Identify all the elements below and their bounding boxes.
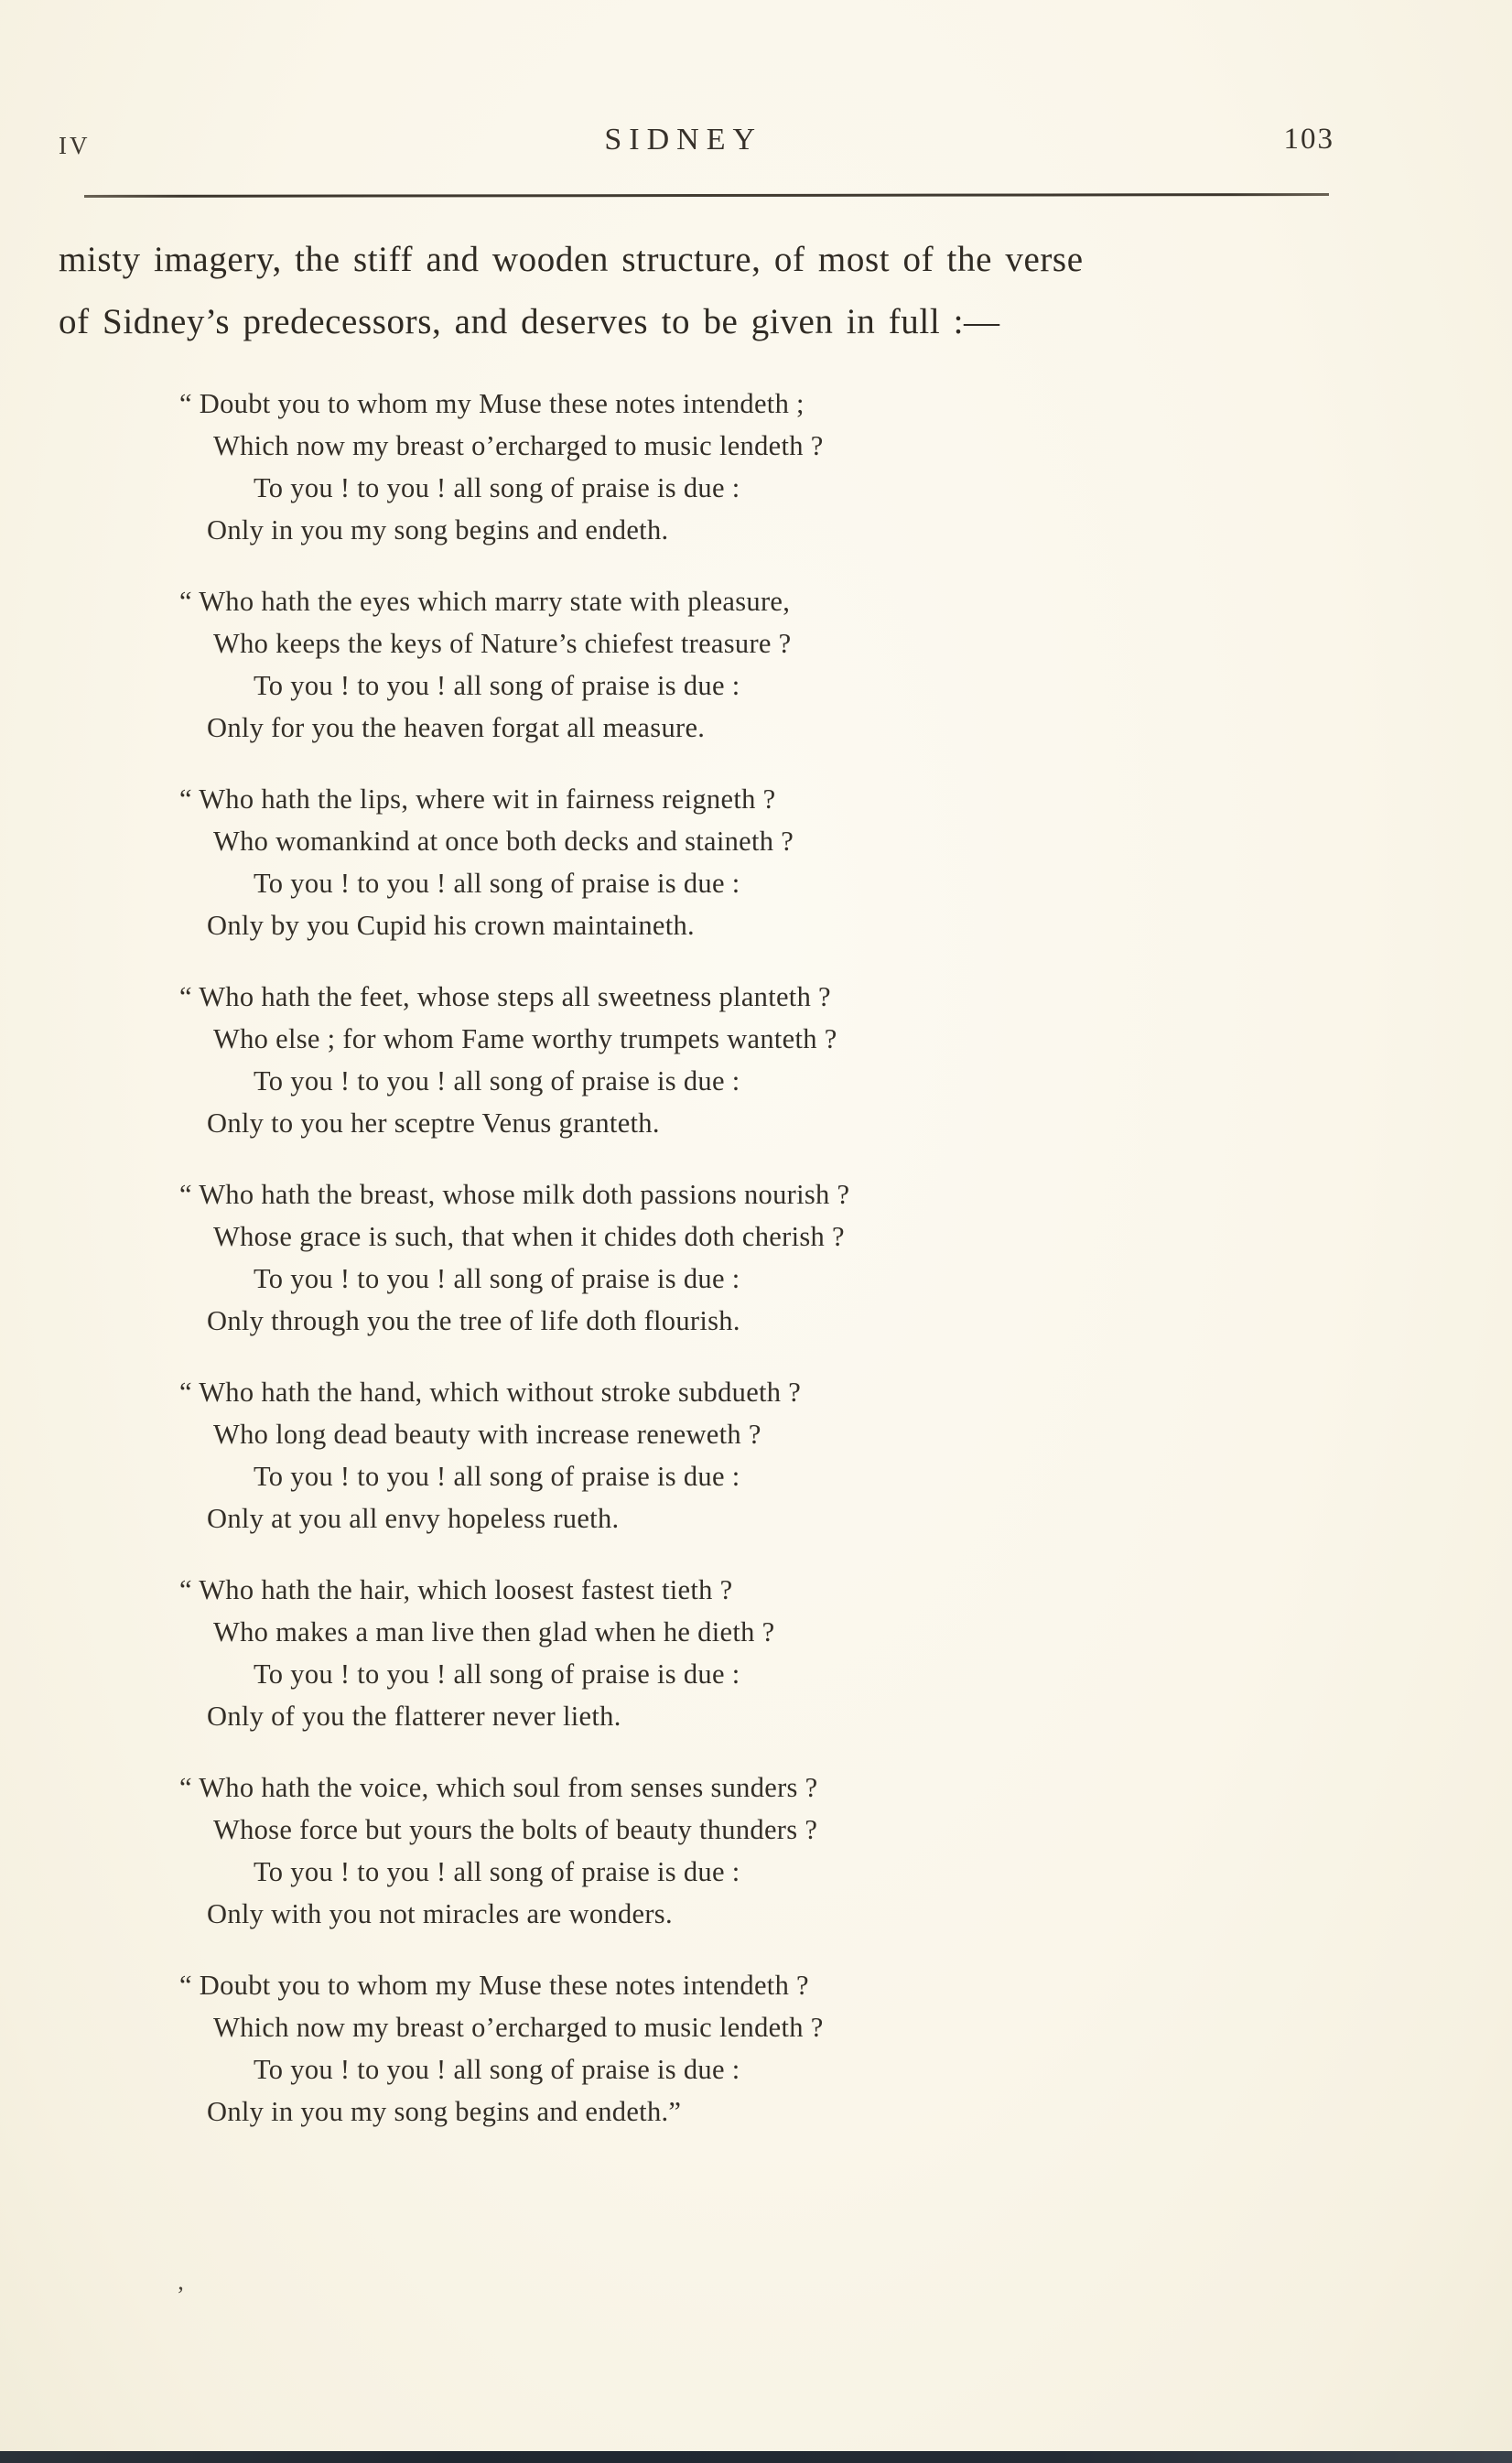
- poem: [0, 383, 1512, 2162]
- poem-line: Only through you the tree of life doth flourish.: [207, 1305, 740, 1336]
- poem-stanza: [0, 1964, 1512, 2133]
- poem-line: To you ! to you ! all song of praise is due :: [254, 1658, 740, 1690]
- page-number: 103: [1283, 123, 1334, 156]
- poem-line: Only by you Cupid his crown maintaineth.: [207, 910, 695, 941]
- poem-line: Whose force but yours the bolts of beauty thunders ?: [213, 1814, 818, 1845]
- poem-line: “ Doubt you to whom my Muse these notes intendeth ?: [179, 1970, 809, 2001]
- poem-stanza: [0, 1569, 1512, 1737]
- poem-line: Who makes a man live then glad when he dieth ?: [213, 1616, 775, 1647]
- poem-line: Who womankind at once both decks and staineth ?: [213, 826, 794, 857]
- poem-line: Who keeps the keys of Nature’s chiefest treasure ?: [213, 628, 792, 659]
- poem-line: “ Who hath the hair, which loosest fastest tieth ?: [179, 1574, 733, 1605]
- poem-line: Who long dead beauty with increase reneweth ?: [213, 1419, 761, 1450]
- poem-stanza: [0, 1173, 1512, 1342]
- chapter-folio: IV: [59, 132, 91, 159]
- poem-stanza: [0, 778, 1512, 946]
- poem-stanza: [0, 1371, 1512, 1539]
- poem-line: Which now my breast o’ercharged to music lendeth ?: [213, 2012, 824, 2043]
- intro-line-2: of Sidney’s predecessors, and deserves to be given in full :—: [59, 302, 1000, 341]
- poem-line: Whose grace is such, that when it chides doth cherish ?: [213, 1221, 845, 1252]
- poem-line: “ Who hath the breast, whose milk doth passions nourish ?: [179, 1179, 850, 1210]
- poem-line: Only for you the heaven forgat all measure.: [207, 712, 706, 743]
- poem-line: “ Doubt you to whom my Muse these notes intendeth ;: [179, 388, 805, 419]
- poem-line: “ Who hath the lips, where wit in fairness reigneth ?: [179, 783, 776, 815]
- poem-line: Who else ; for whom Fame worthy trumpets wanteth ?: [213, 1023, 837, 1054]
- poem-line: To you ! to you ! all song of praise is due :: [254, 1856, 740, 1887]
- poem-line: To you ! to you ! all song of praise is due :: [254, 868, 740, 899]
- running-title: SIDNEY: [604, 123, 763, 157]
- intro-paragraph: [59, 229, 1358, 353]
- poem-line: Which now my breast o’ercharged to music lendeth ?: [213, 430, 824, 461]
- poem-line: To you ! to you ! all song of praise is due :: [254, 1461, 740, 1492]
- poem-stanza: [0, 383, 1512, 551]
- poem-line: Only at you all envy hopeless rueth.: [207, 1503, 620, 1534]
- poem-line: “ Who hath the hand, which without stroke subdueth ?: [179, 1377, 802, 1408]
- poem-line: To you ! to you ! all song of praise is due :: [254, 1065, 740, 1096]
- poem-line: Only in you my song begins and endeth.”: [207, 2096, 682, 2127]
- poem-line: To you ! to you ! all song of praise is due :: [254, 472, 740, 503]
- poem-line: Only of you the flatterer never lieth.: [207, 1701, 621, 1732]
- poem-line: “ Who hath the voice, which soul from senses sunders ?: [179, 1772, 818, 1803]
- poem-line: To you ! to you ! all song of praise is due :: [254, 670, 740, 701]
- poem-stanza: [0, 580, 1512, 749]
- scan-edge-bottom: [0, 2451, 1512, 2463]
- poem-line: “ Who hath the feet, whose steps all sweetness planteth ?: [179, 981, 831, 1012]
- poem-stanza: [0, 976, 1512, 1144]
- poem-line: Only with you not miracles are wonders.: [207, 1898, 673, 1929]
- stray-ink-mark: ‚: [177, 2268, 185, 2295]
- poem-line: “ Who hath the eyes which marry state with pleasure,: [179, 586, 791, 617]
- intro-line-1: misty imagery, the stiff and wooden structure, of most of the verse: [59, 240, 1084, 279]
- poem-line: Only to you her sceptre Venus granteth.: [207, 1107, 660, 1139]
- header-rule: [84, 193, 1329, 198]
- poem-line: Only in you my song begins and endeth.: [207, 514, 669, 546]
- page-header: [0, 121, 1512, 172]
- poem-line: To you ! to you ! all song of praise is due :: [254, 1263, 740, 1294]
- poem-stanza: [0, 1766, 1512, 1935]
- poem-line: To you ! to you ! all song of praise is due :: [254, 2054, 740, 2085]
